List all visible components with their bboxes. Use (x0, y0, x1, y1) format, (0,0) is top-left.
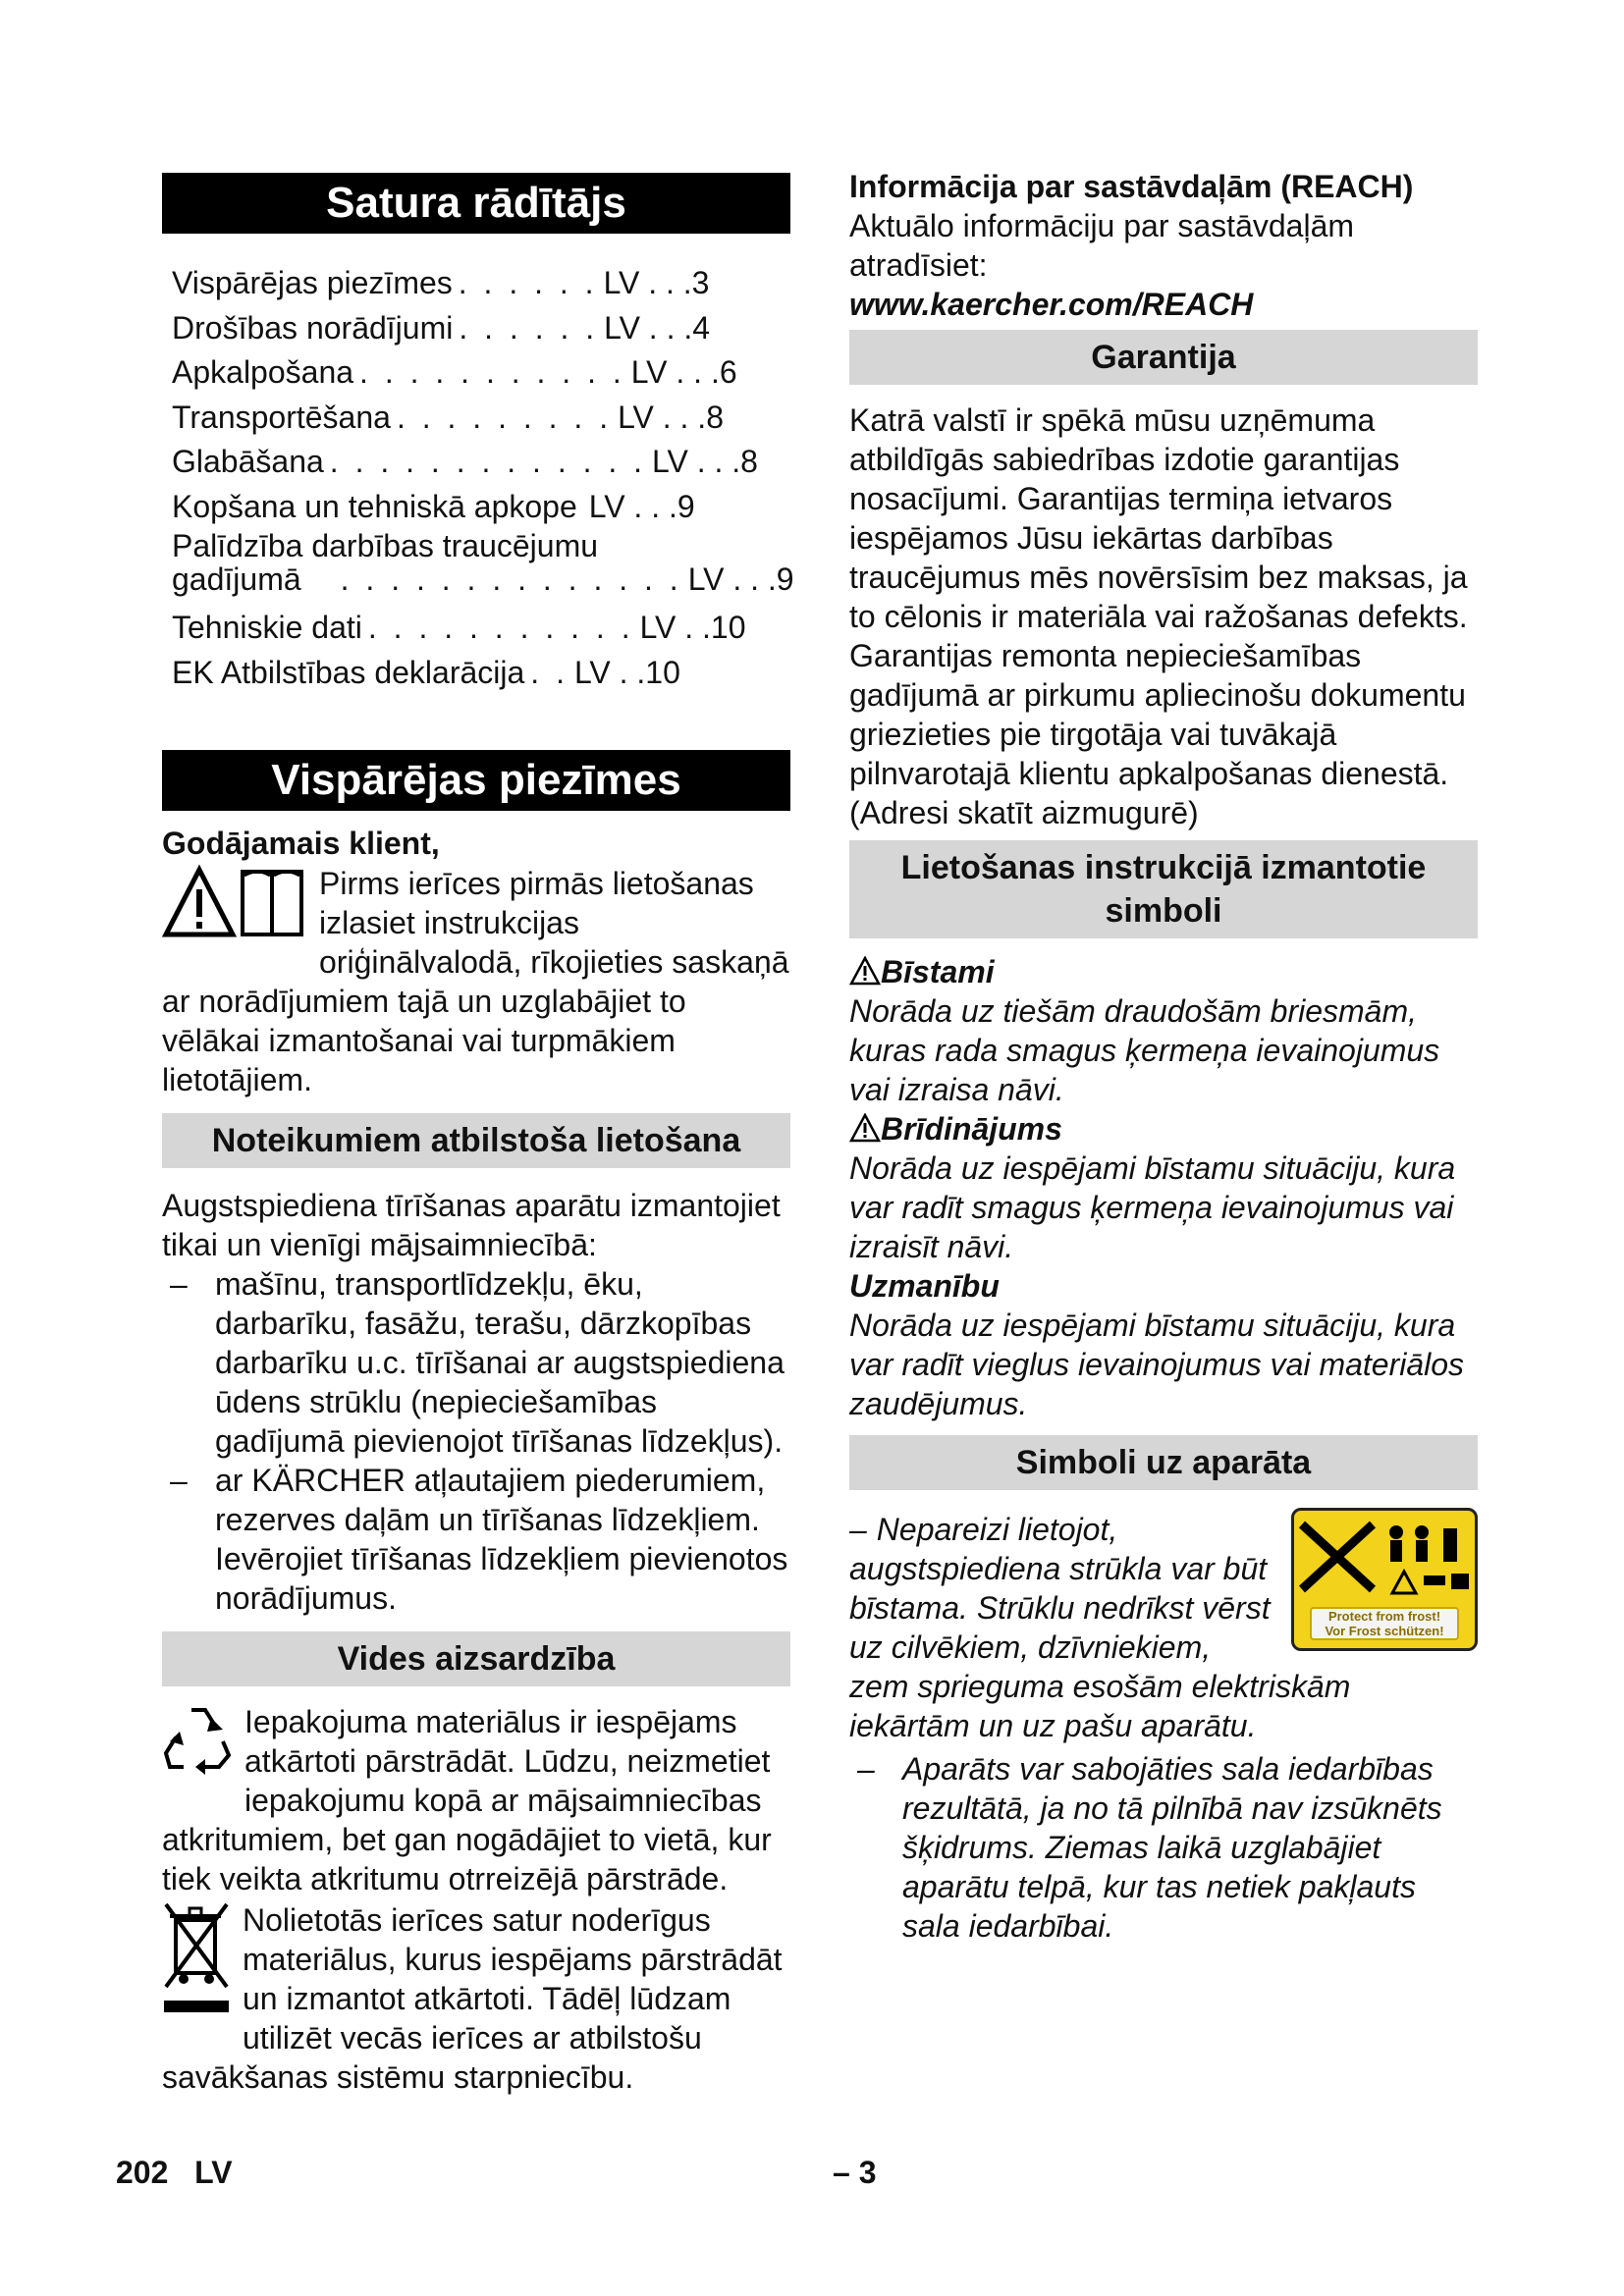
toc-entry-page: LV . . .9 (687, 561, 794, 597)
page-number: 202 LV (116, 2155, 233, 2190)
toc-entry-title: Drošības norādījumi (172, 309, 454, 346)
toc-entry[interactable]: Transportēšana . . . . . . . . . LV . . .8 (172, 396, 790, 441)
toc-entry-title: Tehniskie dati (172, 610, 362, 645)
warranty-text: Katrā valstī ir spēkā mūsu uzņēmuma atbildīgās sabiedrības izdotie garantijas nosacījumi. Garantijas termiņa ietvaros iespējamos Jūsu iekārtas darbības traucējumus mēs novērsīsim bez maksas, ja to cēlonis ir materiāla vai ražošanas defekts. Garantijas remonta nepieciešamības gadījumā ar pirkumu apliecinošu dokumentu griezieties pie tirgotāja vai tuvākajā pilnvarotajā klientu apkalpošanas dienestā. (Adresi skatīt aizmugurē) (849, 402, 1468, 830)
danger-text: Norāda uz tiešām draudošām briesmām, kuras rada smagus ķermeņa ievainojumus vai izraisa nāvi. (849, 993, 1440, 1107)
toc-entry-page: LV . . .4 (604, 309, 711, 346)
toc-list (162, 261, 794, 695)
device-symbols-heading: Simboli uz aparāta (849, 1435, 1478, 1490)
toc-entry-title: Glabāšana (172, 444, 324, 479)
greeting: Godājamais klient, (162, 826, 440, 861)
toc-entry[interactable] (172, 485, 790, 530)
page-center-number: – 3 (833, 2155, 877, 2190)
reach-title: Informācija par sastāvdaļām (REACH) (849, 169, 1414, 204)
toc-entry-title: Vispārējas piezīmes (172, 265, 453, 300)
danger-label: Bīstami (849, 952, 1478, 991)
left-column (162, 173, 794, 2097)
warranty-heading: Garantija (849, 330, 1478, 385)
caution-label: Uzmanību (849, 1268, 1000, 1304)
toc-entry-page: LV . . .8 (652, 444, 758, 479)
toc-entry-page: LV . .10 (639, 610, 746, 645)
caution-text: Norāda uz iespējami bīstamu situāciju, kura var radīt vieglus ievainojumus vai materiālos zaudējumus. (849, 1308, 1465, 1421)
weee-paragraph: Nolietotās ierīces satur noderīgus materiālus, kurus iespējams pārstrādāt un izmantot atkārtoti. Tādēļ lūdzam utilizēt vecās ierīces ar atbilstošu savākšanas sistēmu starpniecību. (162, 1902, 783, 2095)
frost-sticker (1291, 1508, 1478, 1651)
toc-entry-page: LV . . .9 (588, 488, 695, 524)
toc-entry[interactable]: Drošības norādījumi . . . . . . LV . . .4 (172, 306, 790, 351)
toc-entry[interactable]: Glabāšana . . . . . . . . . . . . . LV . . .8 (172, 440, 790, 485)
warning-triangle-icon (849, 956, 881, 986)
list-item: – ar KÄRCHER atļautajiem piederumiem, rezerves daļām un tīrīšanas līdzekļiem. Ievērojiet tīrīšanas līdzekļiem pievienotos norādījumus. (170, 1463, 788, 1616)
intended-use-list (162, 1264, 790, 1618)
toc-entry-title: Transportēšana (172, 399, 391, 435)
warning-book-icon (162, 864, 309, 951)
toc-entry-page: LV . . .8 (618, 399, 724, 435)
intended-use-heading: Noteikumiem atbilstoša lietošana (162, 1113, 790, 1168)
toc-entry[interactable]: EK Atbilstības deklarācija . . LV . .10 (172, 651, 790, 696)
sticker-line-2: Vor Frost schützen! (1325, 1624, 1444, 1638)
toc-heading: Satura rādītājs (162, 173, 790, 234)
intro-paragraph: Pirms ierīces pirmās lietošanas izlasiet instrukcijas oriģinālvalodā, rīkojieties saskaņā ar norādījumiem tajā un uzglabājiet to vēlākai izmantošanai vai turpmākiem lietotājiem. (162, 866, 789, 1097)
warning-text: Norāda uz iespējami bīstamu situāciju, kura var radīt smagus ķermeņa ievainojumus vai izraisīt nāvi. (849, 1150, 1456, 1264)
crossed-bin-icon (162, 1900, 233, 2025)
right-column (849, 169, 1478, 1946)
sticker-line-1: Protect from frost! (1327, 1609, 1441, 1624)
toc-entry-page: LV . . .3 (603, 265, 710, 300)
toc-entry-title: EK Atbilstības deklarācija (172, 654, 525, 690)
toc-entry[interactable]: gadījumā . . . . . . . . . . . . . . LV . . .9 (172, 561, 794, 597)
reach-text: Aktuālo informāciju par sastāvdaļām atradīsiet: (849, 208, 1355, 283)
device-symbol-item-1: Protect from frost! Vor Frost schützen! – Nepareizi lietojot, augstspiediena strūkla var būt bīstama. Strūklu nedrīkst vērst uz cilvēkiem, dzīvniekiem, zem sprieguma esošām elektriskām iekārtām un uz pašu aparātu. (849, 1510, 1478, 1745)
recycle-paragraph: Iepakojuma materiālus ir iespējams atkārtoti pārstrādāt. Lūdzu, neizmetiet iepakojumu kopā ar mājsaimniecības atkritumiem, bet gan nogādājiet to vietā, kur tiek veikta atkritumu otrreizējā pārstrāde. (162, 1704, 772, 1896)
environment-heading: Vides aizsardzība (162, 1631, 790, 1686)
symbols-heading: Lietošanas instrukcijā izmantotie simboli (849, 840, 1478, 938)
toc-entry-title: Apkalpošana (172, 354, 354, 390)
toc-entry-page: LV . . .6 (630, 354, 737, 390)
general-heading: Vispārējas piezīmes (162, 750, 790, 811)
warning-label: Brīdinājums (849, 1109, 1478, 1148)
intended-use-text: Augstspiediena tīrīšanas aparātu izmantojiet tikai un vienīgi mājsaimniecībā: (162, 1188, 781, 1262)
reach-link[interactable]: www.kaercher.com/REACH (849, 287, 1254, 322)
toc-entry-title: Palīdzība darbības traucējumu (172, 528, 599, 563)
toc-entry[interactable]: Tehniskie dati . . . . . . . . . . . LV . .10 (172, 606, 790, 651)
device-symbols-list (849, 1749, 1478, 1946)
toc-entry[interactable]: Vispārējas piezīmes . . . . . . LV . . .3 (172, 261, 790, 306)
toc-entry-title: gadījumā (172, 561, 301, 597)
toc-entry[interactable] (172, 529, 790, 562)
toc-entry-title: Kopšana un tehniskā apkope (172, 488, 577, 524)
toc-entry[interactable]: Apkalpošana . . . . . . . . . . . LV . . .6 (172, 350, 790, 396)
toc-entry-page: LV . .10 (573, 654, 680, 690)
list-item: – Aparāts var sabojāties sala iedarbības rezultātā, ja no tā pilnībā nav izsūknēts šķidrums. Ziemas laikā uzglabājiet aparātu telpā, kur tas netiek pakļauts sala iedarbībai. (857, 1751, 1442, 1944)
warning-triangle-icon (849, 1113, 881, 1143)
jet-danger-pictogram-icon (1294, 1511, 1475, 1601)
list-item: – mašīnu, transportlīdzekļu, ēku, darbarīku, fasāžu, terašu, dārzkopības darbarīku u.c. tīrīšanai ar augstspiediena ūdens strūklu (nepieciešamības gadījumā pievienojot tīrīšanas līdzekļus). (170, 1266, 785, 1459)
recycle-icon (162, 1702, 235, 1786)
